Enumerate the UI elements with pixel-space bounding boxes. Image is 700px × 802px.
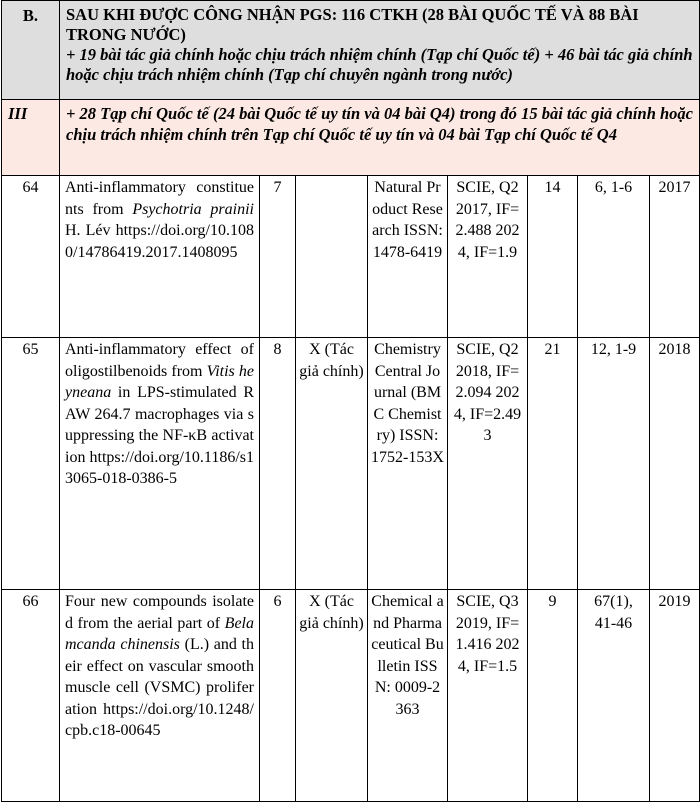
species-name: Belamcanda chinensis [65,614,254,653]
doi-link[interactable]: https://doi.org/10.1080/14786419.2017.1408095 [65,222,254,261]
main-author: X (Tác giả chính) [296,590,368,802]
section-b-title-cell [60,1,700,100]
section-b-header-row [2,1,700,100]
doi-link[interactable]: https://doi.org/10.1186/s13065-018-0386-5 [65,448,254,487]
table-row [2,590,700,802]
index-info: SCIE, Q2 2018, IF=2.094 2024, IF=2.493 [448,338,528,590]
section-b-title: SAU KHI ĐƯỢC CÔNG NHẬN PGS: 116 CTKH (28 BÀI QUỐC TẾ VÀ 88 BÀI TRONG NƯỚC) [66,5,639,44]
citation-count: 14 [528,176,578,338]
section-iii-title: + 28 Tạp chí Quốc tế (24 bài Quốc tế uy tín và 04 bài Q4) trong đó 15 bài tác giả chính hoặc chịu trách nhiệm chính trên Tạp chí Quốc tế uy tín và 04 bài Tạp chí Quốc tế Q4 [60,100,700,176]
row-number: 66 [2,590,60,802]
article-title-text: Anti-inflammatory constituents from [65,179,254,218]
article-title-cell [60,338,260,590]
author-count: 8 [260,338,296,590]
citation-count: 21 [528,338,578,590]
species-name: Psychotria prainii [132,200,254,218]
article-title-text: Anti-inflammatory effect of oligostilbenoids from [65,341,254,380]
volume-pages: 12, 1-9 [578,338,650,590]
volume-pages: 6, 1-6 [578,176,650,338]
article-title-cell [60,590,260,802]
journal-name: Chemistry Central Journal (BMC Chemistry) ISSN: 1752-153X [368,338,448,590]
journal-name: Natural Product Research ISSN: 1478-6419 [368,176,448,338]
article-title-text: Four new compounds isolated from the aerial part of [65,593,254,632]
index-info: SCIE, Q2 2017, IF=2.488 2024, IF=1.9 [448,176,528,338]
article-title-text-end: (L.) and their effect on vascular smooth muscle cell (VSMC) proliferation [65,636,254,718]
publication-year: 2018 [650,338,700,590]
author-count: 7 [260,176,296,338]
article-title-text-end: H. Lév [65,222,111,239]
species-name: Vitis heyneana [65,362,254,401]
row-number: 64 [2,176,60,338]
publication-year: 2017 [650,176,700,338]
main-author [296,176,368,338]
section-iii-header-row [2,100,700,176]
author-count: 6 [260,590,296,802]
section-b-code: B. [2,1,60,100]
publication-table [1,0,700,802]
article-title-text-end: in LPS-stimulated RAW 264.7 macrophages via suppressing the NF-κB activation [65,384,254,466]
citation-count: 9 [528,590,578,802]
section-iii-code: III [2,100,60,176]
journal-name: Chemical and Pharmaceutical Bulletin ISSN: 0009-2363 [368,590,448,802]
row-number: 65 [2,338,60,590]
index-info: SCIE, Q3 2019, IF=1.416 2024, IF=1.5 [448,590,528,802]
section-b-subtitle: + 19 bài tác giả chính hoặc chịu trách nhiệm chính (Tạp chí Quốc tế) + 46 bài tác giả chính hoặc chịu trách nhiệm chính (Tạp chí chuyên ngành trong nước) [66,45,693,84]
table-row [2,176,700,338]
main-author: X (Tác giả chính) [296,338,368,590]
table-row [2,338,700,590]
article-title-cell [60,176,260,338]
doi-link[interactable]: https://doi.org/10.1248/cpb.c18-00645 [65,700,254,739]
volume-pages: 67(1), 41-46 [578,590,650,802]
publication-year: 2019 [650,590,700,802]
